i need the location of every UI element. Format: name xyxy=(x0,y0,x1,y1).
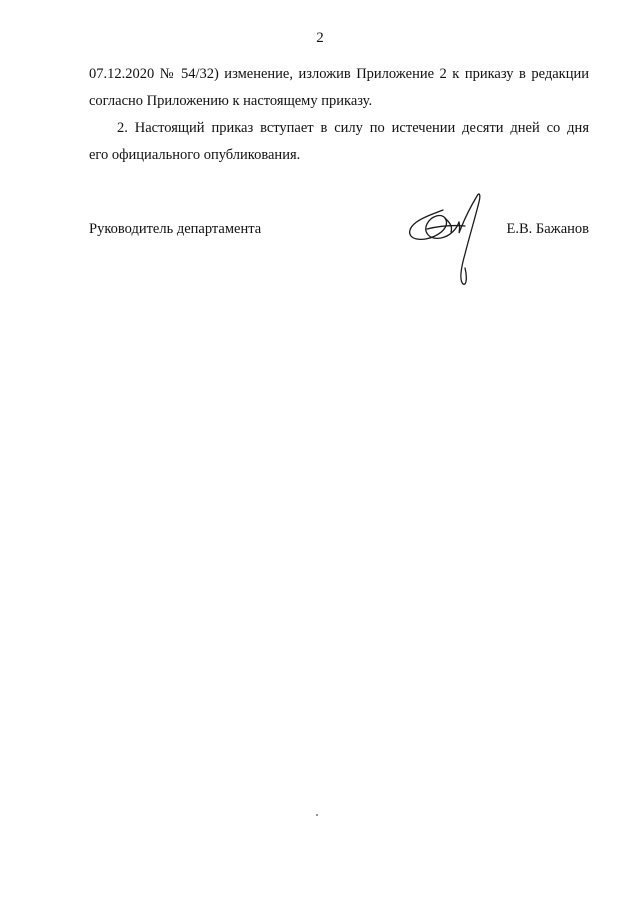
handwritten-signature-icon xyxy=(405,188,495,288)
signatory-name: Е.В. Бажанов xyxy=(506,221,589,237)
paragraph-line: его официального опубликования. xyxy=(89,147,301,163)
paragraph-amendment xyxy=(89,61,589,115)
page-number: 2 xyxy=(316,30,324,46)
paragraph-line: 07.12.2020 № 54/32) изменение, изложив Приложение 2 к приказу в редакции xyxy=(89,66,589,82)
signature-block xyxy=(89,217,589,241)
paragraph-line: 2. Настоящий приказ вступает в силу по истечении десяти дней со дня xyxy=(117,120,589,136)
paragraph-line: согласно Приложению к настоящему приказу. xyxy=(89,93,373,109)
paragraph-effective-date xyxy=(89,115,589,169)
signatory-title: Руководитель департамента xyxy=(89,221,262,237)
stray-mark xyxy=(316,814,318,816)
